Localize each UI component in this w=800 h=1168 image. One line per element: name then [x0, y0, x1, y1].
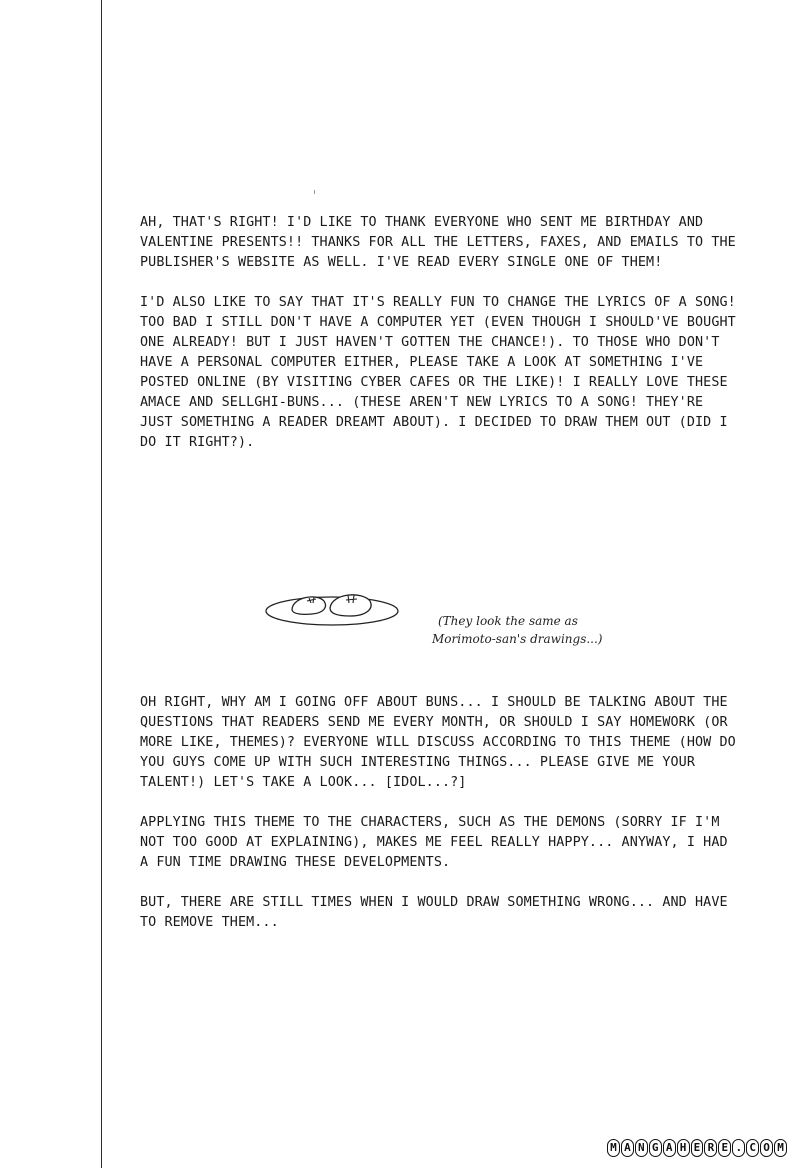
- text-paragraph-thanks: AH, THAT'S RIGHT! I'D LIKE TO THANK EVERYONE WHO SENT ME BIRTHDAY AND VALENTINE PRESENTS!! THANKS FOR ALL THE LETTERS, FAXES, AND EMAILS TO THE PUBLISHER'S WEBSITE AS WELL. I'VE READ EVERY SINGLE ONE OF THEM!: [140, 215, 736, 270]
- watermark-letter: E: [691, 1139, 704, 1157]
- watermark-letter: .: [732, 1139, 745, 1157]
- text-paragraph-characters: APPLYING THIS THEME TO THE CHARACTERS, SUCH AS THE DEMONS (SORRY IF I'M NOT TOO GOOD AT EXPLAINING), MAKES ME FEEL REALLY HAPPY... ANYWAY, I HAD A FUN TIME DRAWING THESE DEVELOPMENTS.: [140, 815, 728, 870]
- watermark-letter: M: [607, 1139, 620, 1157]
- site-watermark: [607, 1138, 787, 1158]
- text-paragraph-themes: OH RIGHT, WHY AM I GOING OFF ABOUT BUNS... I SHOULD BE TALKING ABOUT THE QUESTIONS THAT READERS SEND ME EVERY MONTH, OR SHOULD I SAY HOMEWORK (OR MORE LIKE, THEMES)? EVERYONE WILL DISCUSS ACCORDING TO THIS THEME (HOW DO YOU GUYS COME UP WITH SUCH INTERESTING THINGS... PLEASE GIVE ME YOUR TALENT!) LET'S TAKE A LOOK... [IDOL...?]: [140, 695, 736, 790]
- bun-right: [330, 595, 371, 616]
- watermark-letter: R: [704, 1139, 717, 1157]
- watermark-letter: E: [718, 1139, 731, 1157]
- text-paragraph-lyrics: I'D ALSO LIKE TO SAY THAT IT'S REALLY FUN TO CHANGE THE LYRICS OF A SONG! TOO BAD I STILL DON'T HAVE A COMPUTER YET (EVEN THOUGH I SHOULD'VE BOUGHT ONE ALREADY! BUT I JUST HAVEN'T GOTTEN THE CHANCE!). TO THOSE WHO DON'T HAVE A PERSONAL COMPUTER EITHER, PLEASE TAKE A LOOK AT SOMETHING I'VE POSTED ONLINE (BY VISITING CYBER CAFES OR THE LIKE)! I REALLY LOVE THESE AMACE AND SELLGHI-BUNS... (THESE AREN'T NEW LYRICS TO A SONG! THEY'RE JUST SOMETHING A READER DREAMT ABOUT). I DECIDED TO DRAW THEM OUT (DID I DO IT RIGHT?).: [140, 295, 736, 450]
- watermark-letter: N: [635, 1139, 648, 1157]
- watermark-letter: A: [621, 1139, 634, 1157]
- watermark-letter: G: [649, 1139, 662, 1157]
- ink-speck: [314, 190, 315, 194]
- buns-drawing: [262, 583, 412, 633]
- watermark-letter: O: [760, 1139, 773, 1157]
- watermark-letter: M: [774, 1139, 787, 1157]
- caption-line-1: (They look the same as: [438, 614, 578, 628]
- caption-line-2: Morimoto-san's drawings...): [432, 632, 603, 646]
- text-paragraph-mistakes: BUT, THERE ARE STILL TIMES WHEN I WOULD DRAW SOMETHING WRONG... AND HAVE TO REMOVE THEM...: [140, 895, 728, 930]
- watermark-letter: H: [677, 1139, 690, 1157]
- watermark-letter: A: [663, 1139, 676, 1157]
- watermark-letter: C: [746, 1139, 759, 1157]
- panel-border-line: [101, 0, 102, 1168]
- drawing-caption: [432, 612, 642, 648]
